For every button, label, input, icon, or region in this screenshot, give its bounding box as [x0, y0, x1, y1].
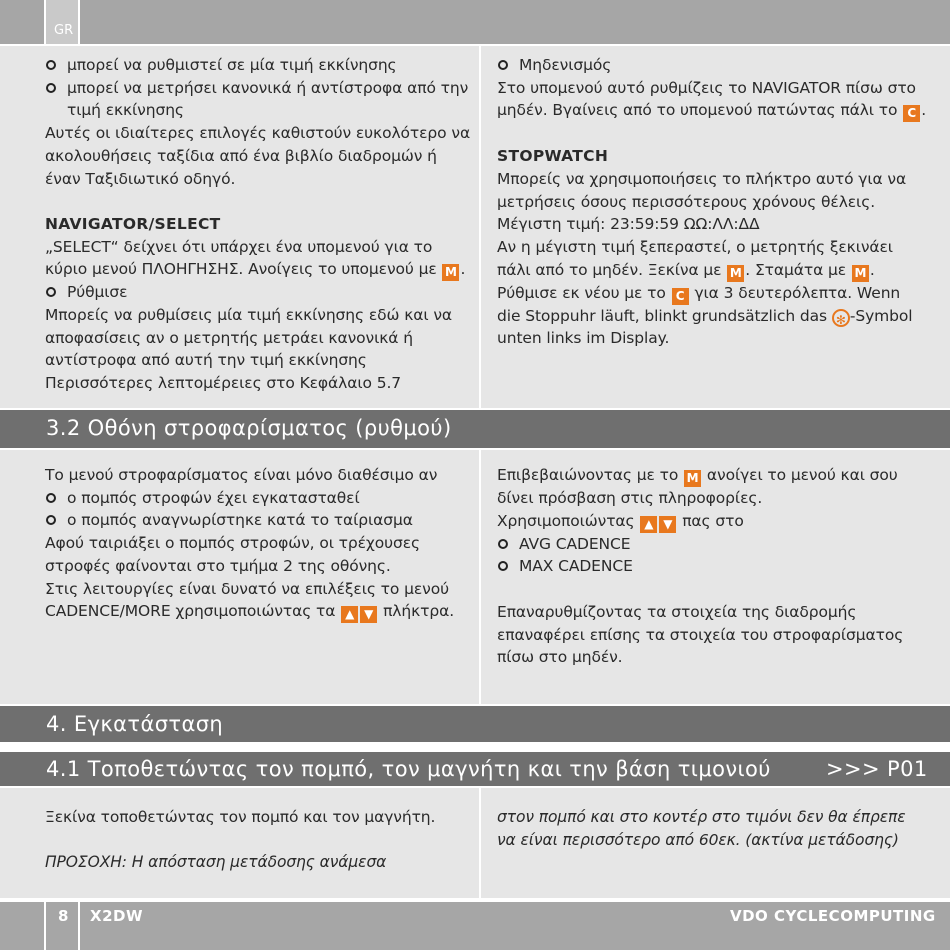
bullet-item: Ρύθμισε [45, 281, 473, 304]
bullet-item: μπορεί να ρυθμιστεί σε μία τιμή εκκίνησης [45, 54, 473, 77]
m-key-icon: M [852, 265, 869, 282]
paragraph: Επαναρυθμίζοντας τα στοιχεία της διαδρομής επαναφέρει επίσης τα στοιχεία του στροφαρίσματος πίσω στο μηδέν. [497, 602, 904, 667]
paragraph: Αυτές οι ιδιαίτερες επιλογές καθιστούν ευκολότερο να ακολουθήσεις ταξίδια από ένα βιβλίο διαδρομών ή έναν Ταξιδιωτικό οδηγό. [45, 124, 471, 188]
header-band [0, 0, 950, 44]
m-key-icon: M [684, 470, 701, 487]
brand-name: VDO CYCLECOMPUTING [730, 907, 936, 925]
model-name: X2DW [90, 907, 143, 925]
m-key-icon: M [442, 264, 459, 281]
bullet-item: ο πομπός στροφών έχει εγκατασταθεί [45, 487, 473, 510]
section-title: 4. Εγκατάσταση [46, 712, 224, 736]
paragraph: Χρησιμοποιώντας ▲ ▼ πας στο [497, 511, 744, 531]
page-reference: >>> P01 [826, 757, 928, 781]
paragraph: Το μενού στροφαρίσματος είναι μόνο διαθέσιμο αν [45, 466, 438, 484]
bullet-item: μπορεί να μετρήσει κανονικά ή αντίστροφα από την τιμή εκκίνησης [45, 77, 473, 122]
paragraph: Ξεκίνα τοποθετώντας τον πομπό και τον μαγνήτη. [45, 808, 436, 826]
language-tab [44, 0, 80, 44]
cog-symbol-icon: ✻ [832, 309, 850, 327]
paragraph: Αν η μέγιστη τιμή ξεπεραστεί, ο μετρητής ξεκινάει πάλι από το μηδέν. Ξεκίνα με M . Σταμάτα με M . Ρύθμισε εκ νέου με το C για 3 δευτερόλεπτα. Wenn die Stoppuhr läuft, blinkt grundsätzlich das ✻ -Symbol unten links im Display. [497, 237, 913, 348]
navigator-select-heading: NAVIGATOR/SELECT [45, 214, 221, 233]
up-arrow-key-icon: ▲ [341, 606, 358, 623]
paragraph: Επιβεβαιώνοντας με το M ανοίγει το μενού και σου δίνει πρόσβαση στις πληροφορίες. [497, 466, 898, 507]
caution-paragraph: ΠΡΟΣΟΧΗ: Η απόσταση μετάδοσης ανάμεσα [45, 853, 387, 872]
paragraph: Αφού ταιριάξει ο πομπός στροφών, οι τρέχουσες στροφές φαίνονται στο τμήμα 2 της οθόνης. [45, 534, 421, 575]
cadence-left-column [45, 464, 473, 623]
install-right-column [497, 806, 917, 851]
m-key-icon: M [727, 265, 744, 282]
top-left-column [45, 54, 473, 395]
section-3-2-header [0, 408, 950, 450]
paragraph: Μπορείς να χρησιμοποιήσεις το πλήκτρο αυτό για να μετρήσεις όσους περισσότερους χρόνους θέλεις. Μέγιστη τιμή: 23:59:59 ΩΩ:ΛΛ:ΔΔ [497, 169, 907, 234]
bullet-item: MAX CADENCE [497, 555, 927, 578]
bullet-item: Μηδενισμός [497, 54, 927, 77]
language-code: GR [54, 23, 74, 38]
page-number: 8 [58, 907, 69, 925]
down-arrow-key-icon: ▼ [659, 516, 676, 533]
paragraph: Περισσότερες λεπτομέρειες στο Κεφάλαιο 5.7 [45, 374, 402, 393]
section-4-header [0, 704, 950, 744]
up-arrow-key-icon: ▲ [640, 516, 657, 533]
c-key-icon: C [903, 105, 920, 122]
install-left-column [45, 806, 473, 874]
paragraph: Στο υπομενού αυτό ρυθμίζεις το NAVIGATOR πίσω στο μηδέν. Βγαίνεις από το υπομενού πατώντας πάλι το C . [497, 78, 927, 121]
cadence-right-column [497, 464, 927, 669]
paragraph: Στις λειτουργίες είναι δυνατό να επιλέξεις το μενού CADENCE/MORE χρησιμοποιώντας τα ▲ ▼ πλήκτρα. [45, 579, 455, 622]
section-4-1-header [0, 750, 950, 788]
footer-page-tab [44, 900, 80, 950]
section-title: 3.2 Οθόνη στροφαρίσματος (ρυθμού) [46, 416, 452, 440]
section-title: 4.1 Τοποθετώντας τον πομπό, τον μαγνήτη και την βάση τιμονιού [46, 757, 771, 781]
c-key-icon: C [672, 288, 689, 305]
top-right-column [497, 54, 927, 350]
bullet-item: AVG CADENCE [497, 533, 927, 556]
paragraph: Μπορείς να ρυθμίσεις μία τιμή εκκίνησης εδώ και να αποφασίσεις αν ο μετρητής μετράει κανονικά ή αντίστροφα από αυτή την τιμή εκκίνησης [45, 306, 452, 370]
bullet-item: ο πομπός αναγνωρίστηκε κατά το ταίριασμα [45, 509, 473, 532]
down-arrow-key-icon: ▼ [360, 606, 377, 623]
stopwatch-heading: STOPWATCH [497, 147, 609, 166]
paragraph: στον πομπό και στο κοντέρ στο τιμόνι δεν θα έπρεπε να είναι περισσότερο από 60εκ. (ακτίνα μετάδοσης) [497, 808, 906, 849]
paragraph: „SELECT“ δείχνει ότι υπάρχει ένα υπομενού για το κύριο μενού ΠΛΟΗΓΗΣΗΣ. Ανοίγεις το υπομενού με M . [45, 237, 466, 280]
